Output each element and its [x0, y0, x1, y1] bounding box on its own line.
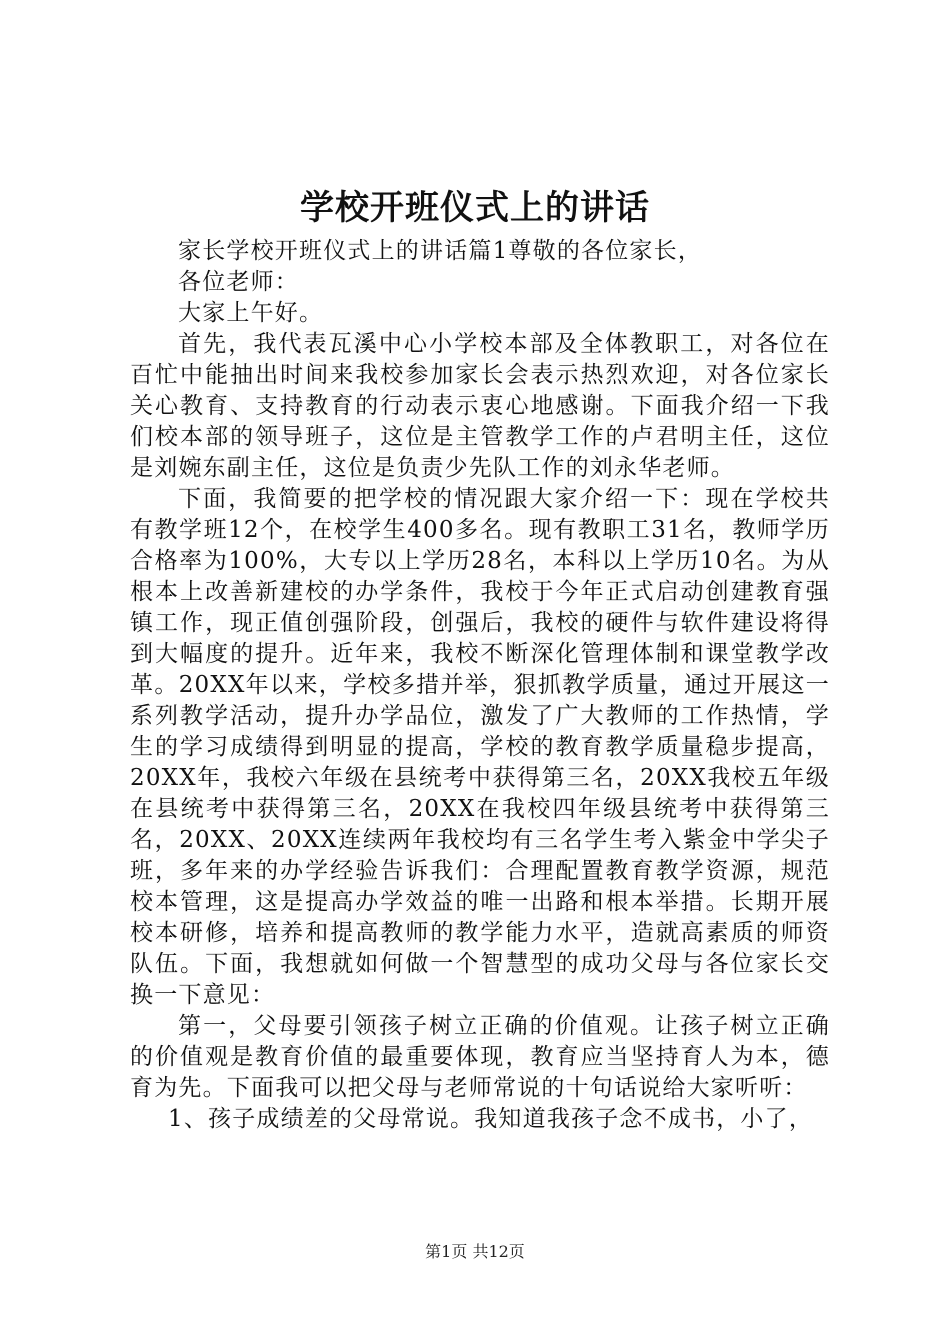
paragraph-values: 第一，父母要引领孩子树立正确的价值观。让孩子树立正确的价值观是教育价值的最重要体现，教育应当坚持育人为本，德育为先。下面我可以把父母与老师常说的十句话说给大家听听：	[130, 1013, 830, 1101]
paragraph-teachers: 各位老师：	[178, 269, 299, 295]
paragraph-introduction: 首先，我代表瓦溪中心小学校本部及全体教职工，对各位在百忙中能抽出时间来我校参加家长会表示热烈欢迎，对各位家长关心教育、支持教育的行动表示衷心地感谢。下面我介绍一下我们校本部的领导班子，这位是主管教学工作的卢君明主任，这位是刘婉东副主任，这位是负责少先队工作的刘永华老师。	[130, 331, 830, 481]
paragraph-list-item-1: 1、孩子成绩差的父母常说。我知道我孩子念不成书，小了，	[168, 1106, 814, 1132]
document-body	[130, 236, 830, 1135]
document-title: 学校开班仪式上的讲话	[300, 188, 650, 228]
paragraph-greeting: 家长学校开班仪式上的讲话篇1尊敬的各位家长，	[178, 238, 703, 264]
paragraph-good-morning: 大家上午好。	[178, 300, 324, 326]
paragraph-school-overview: 下面，我简要的把学校的情况跟大家介绍一下：现在学校共有教学班12个，在校学生400多名。现有教职工31名，教师学历合格率为100%，大专以上学历28名，本科以上学历10名。为从根本上改善新建校的办学条件，我校于今年正式启动创建教育强镇工作，现正值创强阶段，创强后，我校的硬件与软件建设将得到大幅度的提升。近年来，我校不断深化管理体制和课堂教学改革。20XX年以来，学校多措并举，狠抓教学质量，通过开展这一系列教学活动，提升办学品位，激发了广大教师的工作热情，学生的学习成绩得到明显的提高，学校的教育教学质量稳步提高，20XX年，我校六年级在县统考中获得第三名，20XX我校五年级在县统考中获得第三名，20XX在我校四年级县统考中获得第三名，20XX、20XX连续两年我校均有三名学生考入紫金中学尖子班，多年来的办学经验告诉我们：合理配置教育教学资源，规范校本管理，这是提高办学效益的唯一出路和根本举措。长期开展校本研修，培养和提高教师的教学能力水平，造就高素质的师资队伍。下面，我想就如何做一个智慧型的成功父母与各位家长交换一下意见：	[130, 486, 830, 1008]
page-number-footer: 第1页 共12页	[425, 1242, 525, 1261]
